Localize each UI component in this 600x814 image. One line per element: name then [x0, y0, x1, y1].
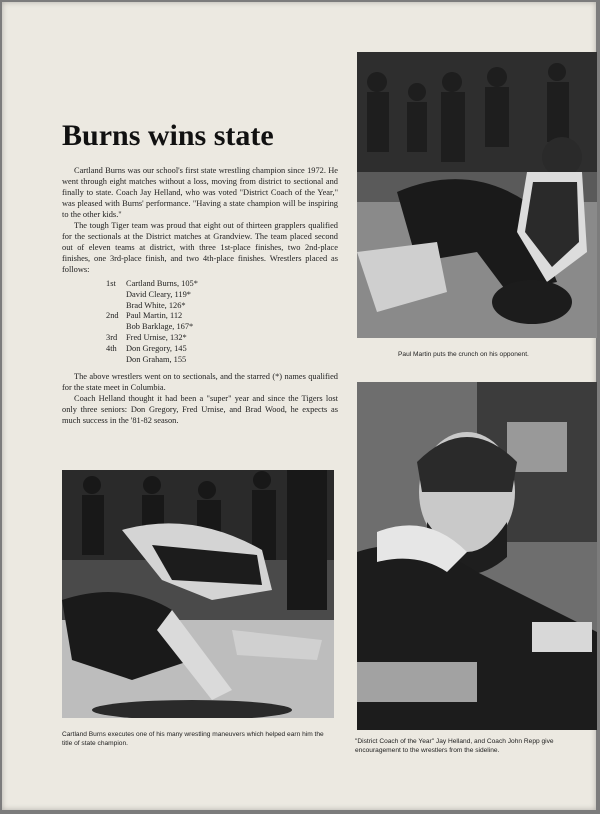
article-headline: Burns wins state: [62, 119, 274, 152]
photo-coaches-sideline: [357, 382, 597, 730]
roster-row: [106, 290, 338, 301]
roster-place: [106, 322, 126, 333]
article-paragraph: Coach Helland thought it had been a "super" year and since the Tigers lost only three seniors: Don Gregory, Fred Urnise, and Brad Wood, he expects as much success in the '81-82 season.: [62, 394, 338, 426]
yearbook-page: [2, 2, 596, 810]
roster-place: [106, 290, 126, 301]
caption-bottom-left-photo: Cartland Burns executes one of his many wrestling maneuvers which helped earn him the title of state champion.: [62, 731, 324, 747]
roster-row: [106, 322, 338, 333]
roster-name: Cartland Burns, 105*: [126, 279, 198, 288]
roster-place: [106, 355, 126, 366]
roster-row: [106, 344, 338, 355]
roster-row: [106, 311, 338, 322]
roster-name: Fred Urnise, 132*: [126, 332, 187, 342]
article-paragraph: The tough Tiger team was proud that eight out of thirteen grapplers qualified for the sectionals at the District matches at Grandview. The team placed second out of eleven teams at district, with three 1st-place finishes, two 2nd-place finishes, one 3rd-place finish, and two 4th-place finishes. Wrestlers placed as follows:: [62, 221, 338, 274]
article-body: [62, 165, 338, 426]
roster-place: 3rd: [106, 332, 118, 342]
photo-paul-martin-wrestling: [357, 52, 597, 338]
roster-name: David Cleary, 119*: [126, 289, 191, 299]
roster-place: 4th: [106, 343, 117, 353]
roster-row: [106, 355, 338, 366]
roster-name: Don Graham, 155: [126, 354, 187, 364]
photo-cartland-burns-wrestling: [62, 470, 334, 718]
roster-place: 2nd: [106, 311, 119, 321]
roster-place: [106, 301, 126, 312]
article-paragraph: Cartland Burns was our school's first state wrestling champion since 1972. He went through eight matches without a loss, moving from district to sectional and finally to state. Coach Jay Helland, who was voted "District Coach of the Year," was pleased with Burns' performance. "Having a state champion will be inspiring to the other kids.": [62, 166, 338, 219]
article-paragraph: The above wrestlers went on to sectionals, and the starred (*) names qualified for the state meet in Columbia.: [62, 372, 338, 393]
wrestler-roster: [106, 279, 338, 365]
roster-row: [106, 333, 338, 344]
roster-name: Paul Martin, 112: [126, 311, 183, 321]
roster-name: Brad White, 126*: [126, 300, 186, 310]
roster-name: Don Gregory, 145: [126, 343, 187, 353]
caption-bottom-right-photo: "District Coach of the Year" Jay Helland, and Coach John Repp give encouragement to the wrestlers from the sideline.: [355, 738, 554, 754]
roster-name: Bob Barklage, 167*: [126, 322, 194, 332]
roster-place: 1st: [106, 279, 116, 288]
roster-row: [106, 301, 338, 312]
caption-top-photo: Paul Martin puts the crunch on his opponent.: [398, 351, 529, 358]
roster-row: [106, 279, 338, 290]
